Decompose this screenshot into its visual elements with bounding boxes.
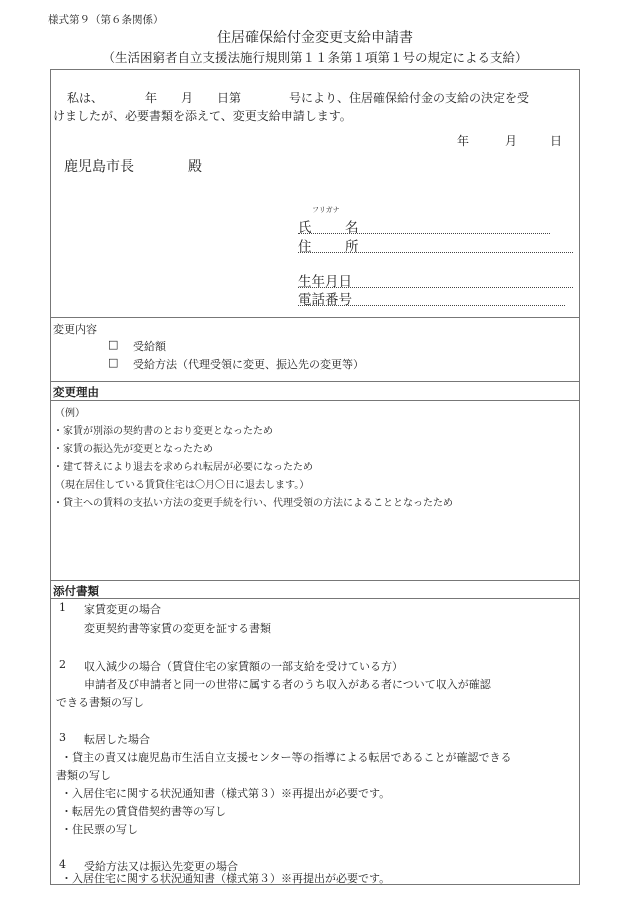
change-reason-header: 変更理由	[53, 385, 99, 399]
reason-example: ・貸主への賃料の支払い方法の変更手続を行い、代理受領の方法によることとなったため	[53, 498, 453, 509]
section-line: 変更契約書等家賃の変更を証する書類	[84, 622, 271, 635]
section-line: ・入居住宅に関する状況通知書（様式第３）※再提出が必要です。	[61, 787, 391, 800]
honorific: 殿	[188, 159, 202, 175]
furigana-label: フリガナ	[312, 206, 340, 214]
name-label-2: 名	[345, 220, 359, 236]
section-line: ・転居先の賃貸借契約書等の写し	[61, 805, 226, 818]
name-field[interactable]	[298, 233, 550, 234]
section-number: 2	[59, 658, 66, 671]
section-title: 家賃変更の場合	[84, 603, 161, 616]
reason-example: ・建て替えにより退去を求められ転居が必要になったため	[53, 462, 313, 473]
reason-example: ・家賃が別添の契約書のとおり変更となったため	[53, 426, 273, 437]
section-line: 書類の写し	[56, 769, 111, 782]
phone-field[interactable]	[298, 305, 565, 306]
checkbox-method[interactable]: □	[108, 356, 119, 369]
section-title: 受給方法又は振込先変更の場合	[84, 860, 238, 873]
section-line: 申請者及び申請者と同一の世帯に属する者のうち収入がある者について収入が確認	[84, 678, 491, 691]
section-line: できる書類の写し	[56, 696, 144, 709]
attachments-header: 添付書類	[53, 584, 99, 598]
address-label-1: 住	[298, 239, 312, 255]
section-line: ・住民票の写し	[61, 823, 138, 836]
address-label-2: 所	[345, 239, 359, 255]
section-number: 3	[59, 731, 66, 744]
form-number: 様式第９（第６条関係）	[48, 14, 164, 26]
section-number: 1	[59, 601, 66, 614]
section-title: 転居した場合	[84, 733, 150, 746]
statement-line-1: 私は、 年 月 日第 号により、住居確保給付金の支給の決定を受	[67, 91, 530, 105]
change-content-label: 変更内容	[53, 323, 97, 336]
form-frame	[50, 69, 580, 885]
section-number: 4	[59, 858, 66, 871]
divider	[51, 400, 579, 401]
document-title: 住居確保給付金変更支給申請書	[217, 30, 413, 46]
option-amount-label: 受給額	[133, 340, 166, 353]
birthdate-label: 生年月日	[298, 274, 352, 290]
divider	[51, 317, 579, 318]
section-title: 収入減少の場合（賃貸住宅の家賃額の一部支給を受けている方）	[84, 660, 403, 673]
statement-line-2: けましたが、必要書類を添えて、変更支給申請します。	[53, 109, 352, 123]
address-field[interactable]	[298, 252, 573, 253]
example-label: （例）	[55, 408, 85, 419]
document-subtitle: （生活困窮者自立支援法施行規則第１１条第１項第１号の規定による支給）	[102, 50, 528, 65]
reason-example: ・家賃の振込先が変更となったため	[53, 444, 213, 455]
date-year-label: 年	[457, 134, 470, 148]
name-label-1: 氏	[298, 220, 312, 236]
date-month-label: 月	[505, 134, 518, 148]
reason-example: （現在居住している賃貸住宅は〇月〇日に退去します。）	[55, 480, 310, 491]
option-method-label: 受給方法（代理受領に変更、振込先の変更等）	[133, 358, 364, 371]
section-line: ・入居住宅に関する状況通知書（様式第３）※再提出が必要です。	[61, 872, 391, 885]
checkbox-amount[interactable]: □	[108, 338, 119, 351]
phone-label: 電話番号	[298, 292, 352, 308]
divider	[51, 381, 579, 382]
section-line: ・貸主の責又は鹿児島市生活自立支援センター等の指導による転居であることが確認できる	[61, 751, 512, 764]
addressee: 鹿児島市長	[64, 159, 134, 175]
divider	[51, 580, 579, 581]
divider	[51, 598, 579, 599]
date-day-label: 日	[550, 134, 563, 148]
